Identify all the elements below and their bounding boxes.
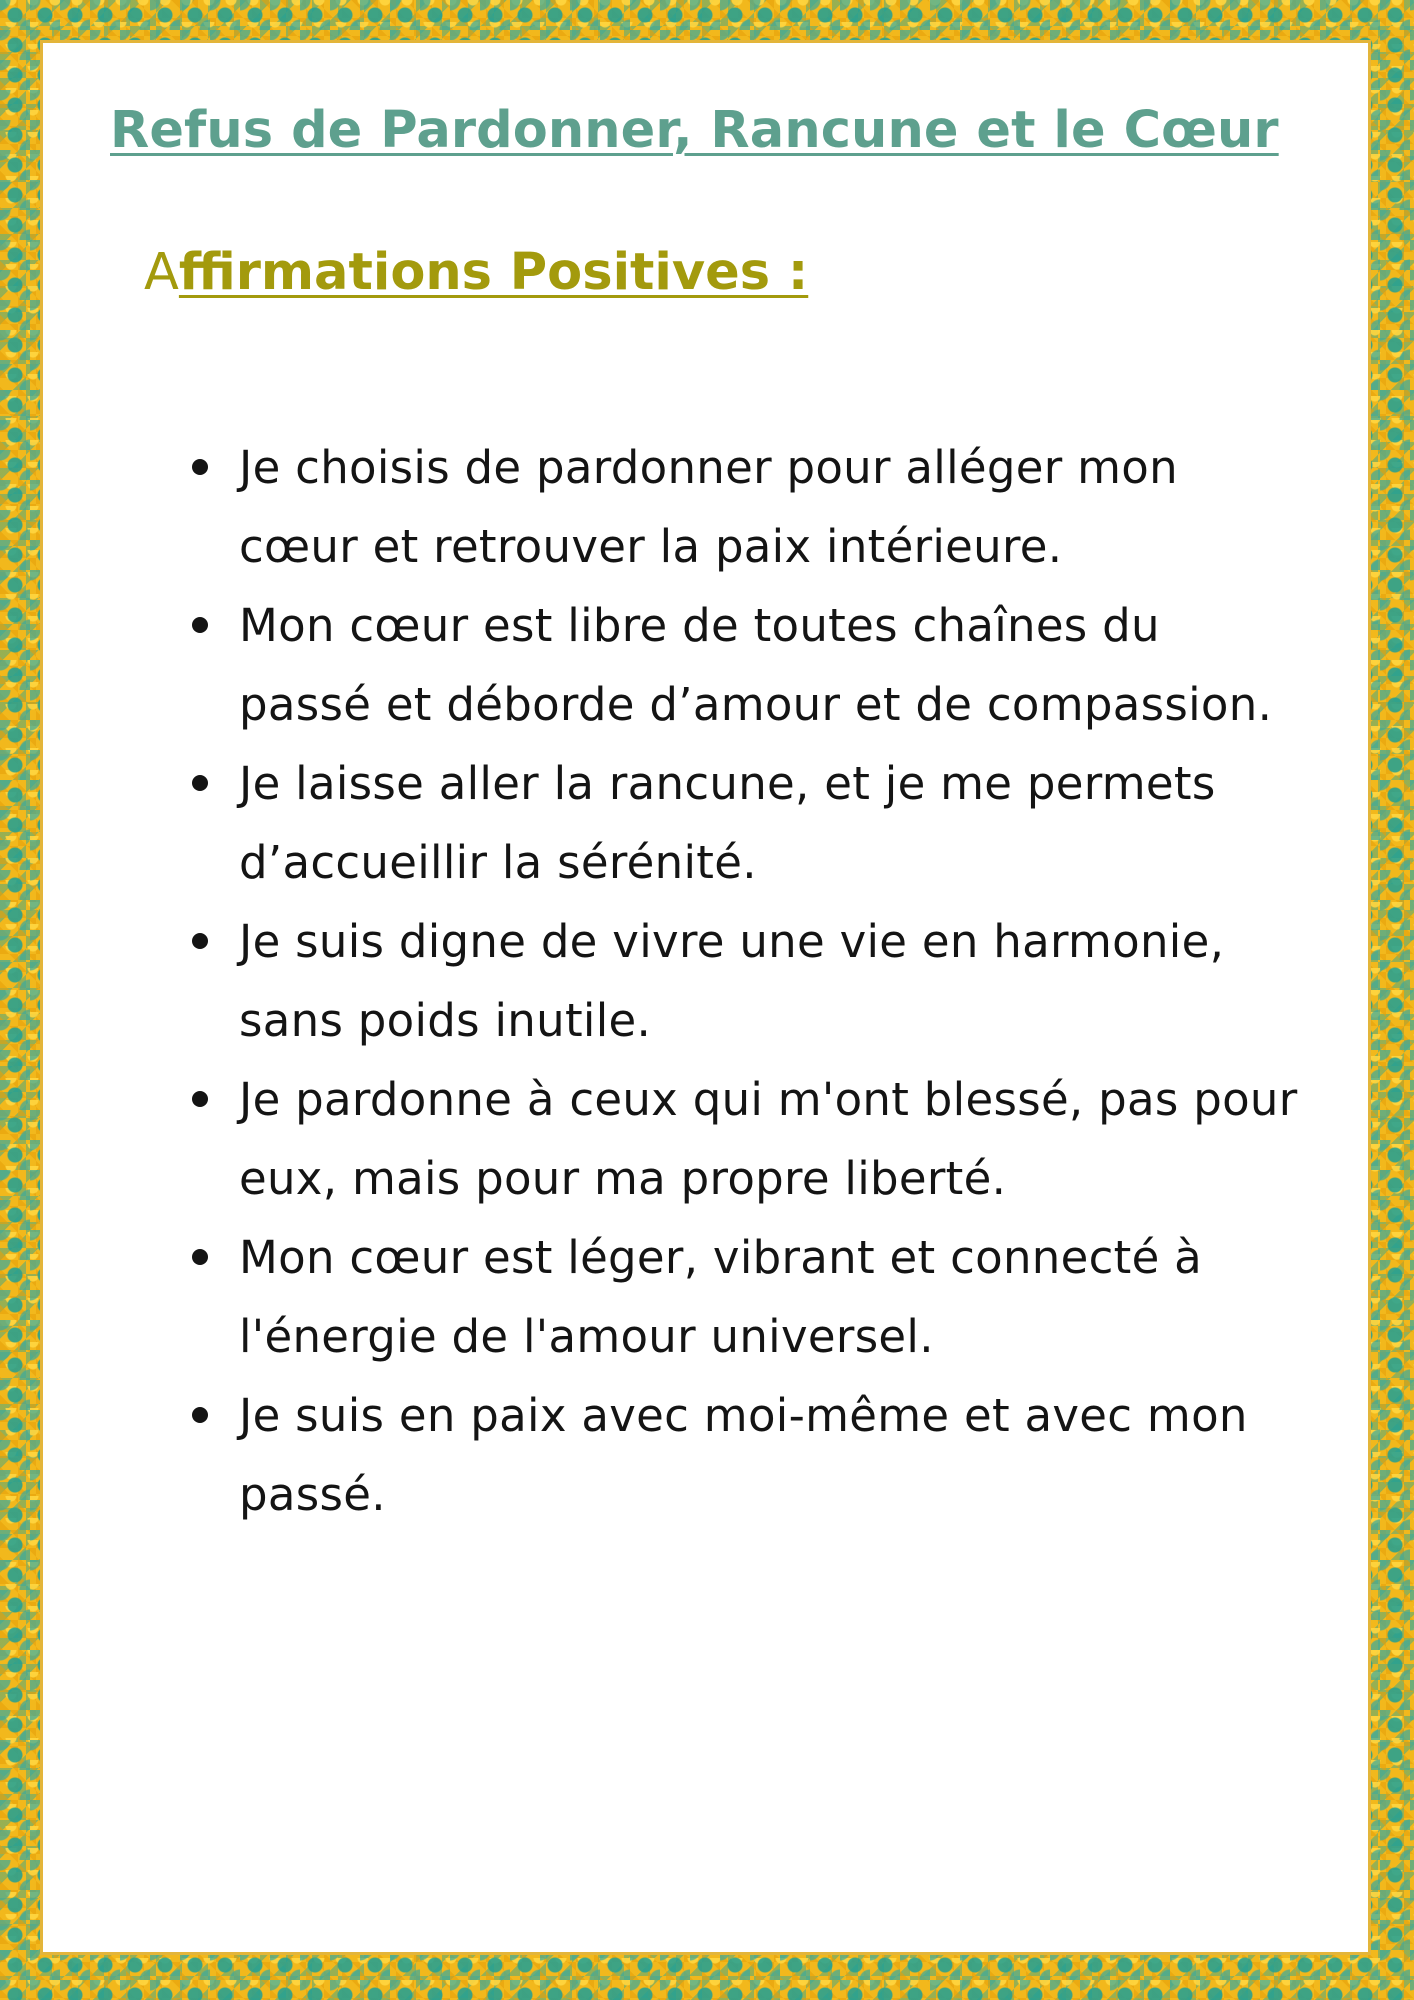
affirmation-text: Mon cœur est libre de toutes chaînes du passé et déborde d’amour et de compassion.	[239, 599, 1273, 731]
affirmation-text: Je choisis de pardonner pour alléger mon cœur et retrouver la paix intérieure.	[239, 441, 1178, 573]
bullet-icon	[192, 1407, 208, 1423]
affirmation-list	[183, 428, 1303, 1534]
bullet-icon	[192, 1091, 208, 1107]
section-heading	[144, 243, 808, 302]
document-page	[40, 40, 1371, 1955]
list-item	[183, 428, 1303, 586]
bullet-icon	[192, 775, 208, 791]
bullet-icon	[192, 933, 208, 949]
affirmation-text: Je pardonne à ceux qui m'ont blessé, pas pour eux, mais pour ma propre liberté.	[239, 1073, 1298, 1205]
affirmation-text: Mon cœur est léger, vibrant et connecté à l'énergie de l'amour universel.	[239, 1231, 1203, 1363]
affirmation-text: Je suis digne de vivre une vie en harmonie, sans poids inutile.	[239, 915, 1225, 1047]
list-item	[183, 744, 1303, 902]
bullet-icon	[192, 1249, 208, 1265]
list-item	[183, 586, 1303, 744]
list-item	[183, 1376, 1303, 1534]
affirmation-text: Je suis en paix avec moi-même et avec mon passé.	[239, 1389, 1248, 1521]
section-heading-initial: A	[144, 243, 179, 302]
section-heading-text: ffirmations Positives :	[178, 243, 809, 302]
list-item	[183, 902, 1303, 1060]
page-title: Refus de Pardonner, Rancune et le Cœur	[110, 101, 1279, 160]
affirmation-text: Je laisse aller la rancune, et je me permets d’accueillir la sérénité.	[239, 757, 1216, 889]
list-item	[183, 1060, 1303, 1218]
list-item	[183, 1218, 1303, 1376]
bullet-icon	[192, 617, 208, 633]
bullet-icon	[192, 459, 208, 475]
